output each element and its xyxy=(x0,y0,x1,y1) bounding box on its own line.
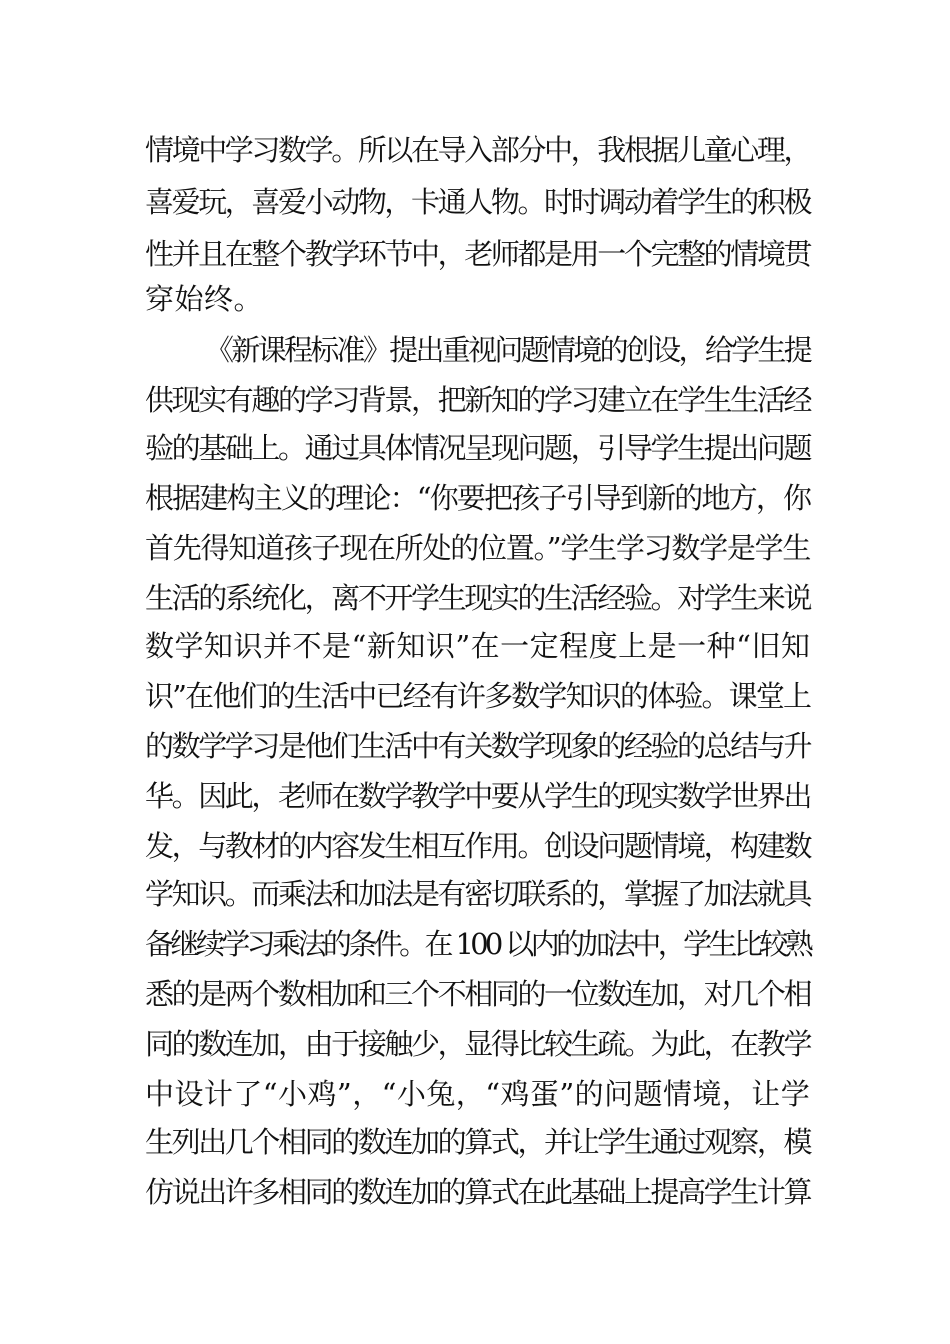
text-line: 仿说出许多相同的数连加的算式在此基础上提高学生计算 xyxy=(145,1175,810,1209)
text-line: 同的数连加，由于接触少，显得比较生疏。为此，在教学 xyxy=(145,1027,810,1061)
text-line: 学知识。而乘法和加法是有密切联系的，掌握了加法就具 xyxy=(145,877,810,911)
text-line: 性并且在整个教学环节中，老师都是用一个完整的情境贯 xyxy=(145,237,810,271)
text-line: 喜爱玩，喜爱小动物，卡通人物。时时调动着学生的积极 xyxy=(145,185,810,219)
text-line: 验的基础上。通过具体情况呈现问题，引导学生提出问题 xyxy=(145,431,810,465)
text-line: 《新课程标准》提出重视问题情境的创设，给学生提 xyxy=(205,333,810,367)
text-line: 穿始终。 xyxy=(145,282,264,316)
text-line: 情境中学习数学。所以在导入部分中，我根据儿童心理， xyxy=(145,133,810,167)
text-line: 生列出几个相同的数连加的算式，并让学生通过观察，模 xyxy=(145,1125,810,1159)
text-line: 生活的系统化，离不开学生现实的生活经验。对学生来说 xyxy=(145,581,810,615)
text-line: 中设计了“小鸡”，“小兔，“鸡蛋”的问题情境，让学 xyxy=(145,1077,810,1111)
text-line: 备继续学习乘法的条件。在 100 以内的加法中，学生比较熟 xyxy=(145,927,810,961)
text-line: 数学知识并不是“新知识”在一定程度上是一种“旧知 xyxy=(145,629,811,663)
text-line: 悉的是两个数相加和三个不相同的一位数连加，对几个相 xyxy=(145,977,810,1011)
text-line: 首先得知道孩子现在所处的位置。”学生学习数学是学生 xyxy=(145,531,811,565)
text-line: 华。因此，老师在数学教学中要从学生的现实数学世界出 xyxy=(145,779,810,813)
text-line: 发，与教材的内容发生相互作用。创设问题情境，构建数 xyxy=(145,829,810,863)
text-line: 识”在他们的生活中已经有许多数学知识的体验。课堂上 xyxy=(145,679,810,713)
text-line: 根据建构主义的理论：“你要把孩子引导到新的地方，你 xyxy=(145,481,810,515)
text-line: 的数学学习是他们生活中有关数学现象的经验的总结与升 xyxy=(145,729,810,763)
text-line: 供现实有趣的学习背景，把新知的学习建立在学生生活经 xyxy=(145,383,810,417)
